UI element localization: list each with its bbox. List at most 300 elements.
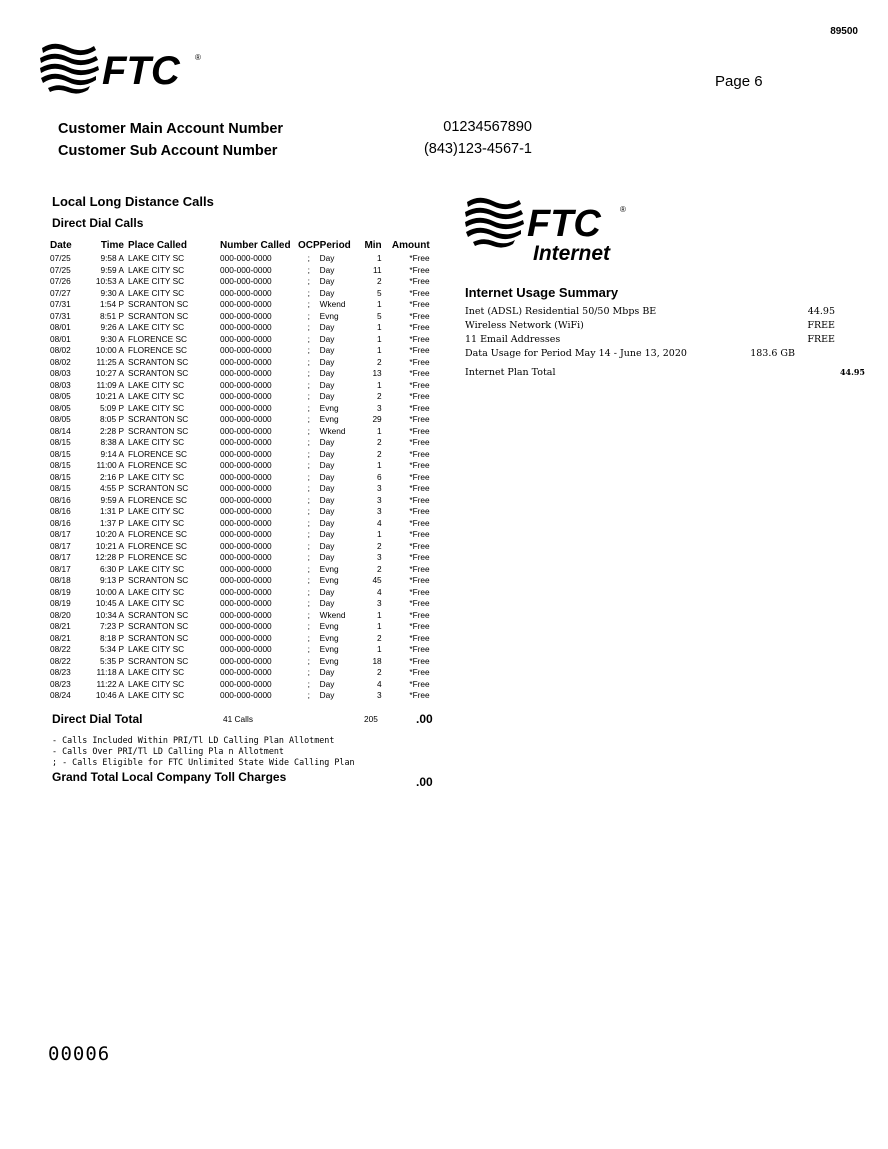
cell-date: 08/21	[50, 621, 71, 631]
cell-time: 5:35 P	[100, 655, 124, 666]
cell-date: 08/02	[50, 345, 71, 355]
cell-place: FLORENCE SC	[128, 448, 188, 459]
cell-number: 000-000-0000	[220, 322, 272, 332]
table-row	[50, 667, 430, 679]
cell-period: Day	[319, 678, 335, 689]
cell-amount: *Free	[409, 563, 430, 574]
cell-ocp: ;	[307, 609, 310, 620]
cell-period: Day	[319, 322, 335, 332]
cell-number: 000-000-0000	[220, 632, 272, 643]
cell-time: 11:22 A	[96, 678, 124, 689]
cell-number: 000-000-0000	[220, 552, 272, 562]
internet-item-value: 44.95	[807, 306, 835, 317]
table-row	[50, 564, 430, 576]
cell-period: Wkend	[319, 299, 346, 309]
cell-place: LAKE CITY SC	[128, 506, 185, 516]
internet-item-label: Wireless Network (WiFi)	[465, 320, 584, 331]
cell-place: LAKE CITY SC	[128, 276, 185, 286]
cell-number: 000-000-0000	[220, 655, 272, 666]
cell-time: 10:27 A	[95, 368, 124, 378]
cell-min: 2	[377, 276, 382, 286]
cell-number: 000-000-0000	[220, 678, 272, 689]
cell-place: LAKE CITY SC	[128, 667, 185, 677]
cell-time: 5:09 P	[100, 402, 124, 413]
cell-time: 10:20 A	[95, 529, 124, 539]
header-min: Min	[364, 239, 382, 251]
ftc-internet-logo-text: FTC	[527, 203, 601, 245]
calls-subtitle: Direct Dial Calls	[52, 216, 144, 230]
cell-time: 2:28 P	[100, 425, 124, 436]
cell-period: Day	[319, 598, 335, 608]
cell-amount: *Free	[409, 379, 430, 390]
document-id: 89500	[830, 26, 858, 37]
cell-period: Day	[319, 253, 335, 263]
table-row	[50, 552, 430, 564]
internet-plan-total	[465, 367, 865, 378]
table-row	[50, 472, 430, 484]
cell-number: 000-000-0000	[220, 563, 272, 574]
cell-min: 6	[377, 471, 382, 482]
cell-amount: *Free	[409, 345, 430, 355]
cell-ocp: ;	[307, 333, 310, 344]
cell-period: Day	[319, 287, 335, 298]
cell-amount: *Free	[409, 494, 430, 505]
table-row	[50, 322, 430, 334]
cell-min: 2	[377, 540, 382, 551]
cell-ocp: ;	[307, 264, 310, 275]
cell-amount: *Free	[409, 253, 430, 263]
sub-account-number: (843)123-4567-1	[423, 141, 532, 157]
cell-number: 000-000-0000	[220, 690, 272, 700]
cell-place: LAKE CITY SC	[128, 644, 185, 654]
internet-item-value: FREE	[807, 320, 835, 331]
cell-number: 000-000-0000	[220, 287, 272, 298]
cell-period: Day	[319, 333, 335, 344]
cell-period: Evng	[319, 632, 339, 643]
cell-min: 3	[377, 402, 382, 413]
cell-ocp: ;	[307, 287, 310, 298]
cell-time: 9:26 A	[100, 322, 124, 332]
cell-time: 10:53 A	[95, 276, 124, 286]
cell-time: 9:59 A	[100, 264, 124, 275]
cell-ocp: ;	[307, 506, 310, 516]
ftc-logo-text: FTC	[102, 49, 180, 93]
table-row	[50, 460, 430, 472]
cell-ocp: ;	[307, 310, 310, 321]
cell-date: 08/15	[50, 448, 71, 459]
cell-time: 9:13 P	[100, 575, 124, 585]
cell-place: LAKE CITY SC	[128, 391, 185, 401]
cell-ocp: ;	[307, 621, 310, 631]
table-row	[50, 437, 430, 449]
cell-ocp: ;	[307, 425, 310, 436]
cell-number: 000-000-0000	[220, 483, 272, 493]
table-row	[50, 518, 430, 530]
table-row	[50, 426, 430, 438]
cell-amount: *Free	[409, 678, 430, 689]
cell-ocp: ;	[307, 276, 310, 286]
cell-amount: *Free	[409, 621, 430, 631]
cell-date: 08/01	[50, 333, 71, 344]
cell-time: 10:21 A	[95, 540, 124, 551]
table-row	[50, 334, 430, 346]
footer-code: 00006	[48, 1043, 111, 1065]
cell-number: 000-000-0000	[220, 299, 272, 309]
cell-ocp: ;	[307, 437, 310, 447]
cell-place: FLORENCE SC	[128, 529, 188, 539]
cell-date: 08/20	[50, 609, 71, 620]
cell-period: Day	[319, 448, 335, 459]
cell-period: Evng	[319, 621, 339, 631]
table-row	[50, 633, 430, 645]
cell-min: 5	[377, 287, 382, 298]
cell-time: 10:46 A	[95, 690, 124, 700]
cell-period: Evng	[319, 310, 339, 321]
page-number: Page 6	[715, 73, 763, 90]
cell-date: 08/05	[50, 414, 71, 424]
cell-time: 11:09 A	[96, 379, 124, 390]
cell-ocp: ;	[307, 391, 310, 401]
cell-date: 08/17	[50, 540, 71, 551]
registered-mark: ®	[195, 53, 201, 62]
cell-amount: *Free	[409, 425, 430, 436]
cell-place: LAKE CITY SC	[128, 437, 185, 447]
cell-amount: *Free	[409, 517, 430, 528]
sub-account-label: Customer Sub Account Number	[58, 143, 278, 159]
cell-period: Evng	[319, 563, 339, 574]
cell-min: 1	[377, 379, 382, 390]
cell-ocp: ;	[307, 494, 310, 505]
cell-time: 10:34 A	[95, 609, 124, 620]
cell-number: 000-000-0000	[220, 460, 272, 470]
cell-number: 000-000-0000	[220, 598, 272, 608]
cell-date: 08/22	[50, 655, 71, 666]
cell-place: LAKE CITY SC	[128, 678, 185, 689]
cell-period: Evng	[319, 402, 339, 413]
cell-number: 000-000-0000	[220, 253, 272, 263]
cell-date: 08/14	[50, 425, 71, 436]
internet-item-label: Inet (ADSL) Residential 50/50 Mbps BE	[465, 306, 657, 317]
cell-time: 1:54 P	[100, 299, 124, 309]
table-row	[50, 288, 430, 300]
table-row	[50, 495, 430, 507]
cell-min: 1	[377, 609, 382, 620]
cell-min: 3	[377, 690, 382, 700]
internet-item	[465, 334, 835, 345]
cell-ocp: ;	[307, 356, 310, 367]
cell-period: Day	[319, 437, 335, 447]
table-row	[50, 541, 430, 553]
table-row	[50, 391, 430, 403]
cell-place: LAKE CITY SC	[128, 471, 185, 482]
cell-ocp: ;	[307, 414, 310, 424]
note-line: - Calls Included Within PRI/Tl LD Calling Plan Allotment	[52, 735, 335, 745]
cell-number: 000-000-0000	[220, 333, 272, 344]
cell-amount: *Free	[409, 448, 430, 459]
cell-ocp: ;	[307, 483, 310, 493]
cell-place: LAKE CITY SC	[128, 379, 185, 390]
cell-date: 08/05	[50, 402, 71, 413]
cell-time: 10:21 A	[95, 391, 124, 401]
cell-period: Day	[319, 494, 335, 505]
cell-period: Day	[319, 345, 335, 355]
cell-date: 08/05	[50, 391, 71, 401]
cell-period: Day	[319, 586, 335, 597]
cell-amount: *Free	[409, 333, 430, 344]
cell-amount: *Free	[409, 644, 430, 654]
cell-amount: *Free	[409, 460, 430, 470]
cell-date: 08/03	[50, 379, 71, 390]
cell-time: 5:34 P	[100, 644, 124, 654]
main-account-label: Customer Main Account Number	[58, 121, 284, 137]
cell-number: 000-000-0000	[220, 437, 272, 447]
header-date: Date	[50, 239, 72, 251]
cell-amount: *Free	[409, 391, 430, 401]
cell-place: LAKE CITY SC	[128, 322, 185, 332]
cell-number: 000-000-0000	[220, 506, 272, 516]
cell-ocp: ;	[307, 402, 310, 413]
cell-period: Day	[319, 368, 335, 378]
cell-min: 1	[377, 345, 382, 355]
table-row	[50, 621, 430, 633]
cell-date: 08/15	[50, 437, 71, 447]
cell-period: Evng	[319, 644, 339, 654]
cell-ocp: ;	[307, 460, 310, 470]
cell-place: LAKE CITY SC	[128, 517, 185, 528]
cell-min: 4	[377, 678, 382, 689]
cell-place: SCRANTON SC	[128, 299, 189, 309]
cell-min: 1	[377, 644, 382, 654]
cell-date: 08/16	[50, 517, 71, 528]
cell-ocp: ;	[307, 379, 310, 390]
cell-place: FLORENCE SC	[128, 460, 188, 470]
cell-place: SCRANTON SC	[128, 356, 189, 367]
table-row	[50, 449, 430, 461]
cell-amount: *Free	[409, 540, 430, 551]
internet-item	[465, 320, 835, 331]
direct-dial-total-label: Direct Dial Total	[52, 712, 143, 726]
cell-date: 08/23	[50, 678, 71, 689]
internet-usage-title: Internet Usage Summary	[465, 285, 619, 300]
calls-table-header	[50, 237, 430, 253]
cell-ocp: ;	[307, 655, 310, 666]
header-number: Number Called	[220, 239, 291, 251]
cell-date: 07/25	[50, 253, 71, 263]
cell-amount: *Free	[409, 655, 430, 666]
cell-time: 2:16 P	[100, 471, 124, 482]
table-row	[50, 380, 430, 392]
cell-date: 08/15	[50, 460, 71, 470]
table-row	[50, 575, 430, 587]
cell-time: 7:23 P	[100, 621, 124, 631]
cell-period: Day	[319, 667, 335, 677]
cell-time: 4:55 P	[100, 483, 124, 493]
cell-min: 13	[372, 368, 382, 378]
cell-time: 11:25 A	[96, 356, 124, 367]
cell-min: 2	[377, 356, 382, 367]
cell-date: 08/22	[50, 644, 71, 654]
cell-ocp: ;	[307, 667, 310, 677]
cell-date: 07/27	[50, 287, 71, 298]
cell-place: LAKE CITY SC	[128, 287, 185, 298]
cell-time: 8:38 A	[100, 437, 124, 447]
header-period: Period	[319, 239, 351, 251]
internet-item-value: 183.6 GB	[750, 348, 795, 359]
cell-place: SCRANTON SC	[128, 632, 189, 643]
cell-ocp: ;	[307, 517, 310, 528]
cell-amount: *Free	[409, 299, 430, 309]
cell-place: SCRANTON SC	[128, 414, 189, 424]
note-line: ; - Calls Eligible for FTC Unlimited State Wide Calling Plan	[52, 757, 355, 767]
cell-time: 1:31 P	[100, 506, 124, 516]
cell-date: 08/01	[50, 322, 71, 332]
cell-number: 000-000-0000	[220, 391, 272, 401]
header-place: Place Called	[128, 239, 187, 251]
table-row	[50, 368, 430, 380]
internet-plan-total-label: Internet Plan Total	[465, 367, 556, 378]
cell-date: 08/17	[50, 529, 71, 539]
cell-min: 1	[377, 322, 382, 332]
cell-amount: *Free	[409, 471, 430, 482]
cell-period: Wkend	[319, 609, 346, 620]
cell-place: LAKE CITY SC	[128, 598, 185, 608]
table-row	[50, 311, 430, 323]
table-row	[50, 610, 430, 622]
cell-min: 29	[372, 414, 382, 424]
grand-total-label: Grand Total Local Company Toll Charges	[52, 770, 287, 784]
table-row	[50, 529, 430, 541]
note-line: - Calls Over PRI/Tl LD Calling Pla n Allotment	[52, 746, 284, 756]
cell-place: SCRANTON SC	[128, 310, 189, 321]
cell-date: 08/18	[50, 575, 71, 585]
cell-ocp: ;	[307, 322, 310, 332]
cell-min: 18	[372, 655, 382, 666]
cell-place: LAKE CITY SC	[128, 586, 185, 597]
cell-min: 3	[377, 483, 382, 493]
cell-min: 1	[377, 529, 382, 539]
cell-number: 000-000-0000	[220, 644, 272, 654]
cell-amount: *Free	[409, 437, 430, 447]
cell-min: 2	[377, 448, 382, 459]
table-row	[50, 598, 430, 610]
table-row	[50, 276, 430, 288]
cell-min: 1	[377, 460, 382, 470]
cell-number: 000-000-0000	[220, 310, 272, 321]
cell-date: 08/15	[50, 471, 71, 482]
cell-date: 07/31	[50, 299, 71, 309]
cell-period: Evng	[319, 575, 339, 585]
cell-date: 08/03	[50, 368, 71, 378]
cell-number: 000-000-0000	[220, 586, 272, 597]
cell-min: 4	[377, 586, 382, 597]
cell-ocp: ;	[307, 678, 310, 689]
internet-logo-sub: Internet	[533, 242, 611, 264]
cell-date: 08/23	[50, 667, 71, 677]
cell-period: Day	[319, 460, 335, 470]
cell-place: FLORENCE SC	[128, 540, 188, 551]
cell-date: 08/02	[50, 356, 71, 367]
cell-ocp: ;	[307, 575, 310, 585]
cell-ocp: ;	[307, 598, 310, 608]
cell-period: Evng	[319, 655, 339, 666]
cell-time: 9:14 A	[100, 448, 124, 459]
cell-period: Day	[319, 264, 335, 275]
cell-period: Day	[319, 471, 335, 482]
cell-period: Day	[319, 552, 335, 562]
call-notes	[52, 735, 355, 768]
cell-amount: *Free	[409, 609, 430, 620]
cell-time: 9:30 A	[100, 287, 124, 298]
cell-min: 2	[377, 667, 382, 677]
table-row	[50, 587, 430, 599]
cell-time: 6:30 P	[100, 563, 124, 574]
cell-date: 07/31	[50, 310, 71, 321]
cell-amount: *Free	[409, 368, 430, 378]
cell-number: 000-000-0000	[220, 448, 272, 459]
table-row	[50, 345, 430, 357]
cell-number: 000-000-0000	[220, 529, 272, 539]
cell-min: 3	[377, 552, 382, 562]
cell-date: 07/26	[50, 276, 71, 286]
cell-number: 000-000-0000	[220, 575, 272, 585]
cell-number: 000-000-0000	[220, 414, 272, 424]
table-row	[50, 506, 430, 518]
cell-amount: *Free	[409, 310, 430, 321]
cell-time: 9:58 A	[100, 253, 124, 263]
table-row	[50, 679, 430, 691]
cell-amount: *Free	[409, 276, 430, 286]
cell-number: 000-000-0000	[220, 356, 272, 367]
cell-date: 08/16	[50, 494, 71, 505]
cell-time: 1:37 P	[100, 517, 124, 528]
cell-min: 1	[377, 333, 382, 344]
cell-ocp: ;	[307, 552, 310, 562]
cell-amount: *Free	[409, 575, 430, 585]
cell-min: 4	[377, 517, 382, 528]
cell-time: 9:30 A	[100, 333, 124, 344]
cell-number: 000-000-0000	[220, 494, 272, 505]
cell-time: 10:45 A	[95, 598, 124, 608]
cell-date: 08/16	[50, 506, 71, 516]
cell-ocp: ;	[307, 368, 310, 378]
calls-table	[50, 237, 430, 702]
registered-mark: ®	[620, 205, 626, 214]
cell-place: SCRANTON SC	[128, 609, 189, 620]
cell-place: SCRANTON SC	[128, 368, 189, 378]
cell-period: Day	[319, 356, 335, 367]
cell-period: Day	[319, 540, 335, 551]
cell-place: SCRANTON SC	[128, 575, 189, 585]
cell-min: 5	[377, 310, 382, 321]
main-account-number: 01234567890	[443, 119, 532, 135]
header-amount: Amount	[391, 239, 430, 251]
cell-place: LAKE CITY SC	[128, 563, 185, 574]
cell-period: Day	[319, 391, 335, 401]
cell-number: 000-000-0000	[220, 425, 272, 436]
cell-amount: *Free	[409, 598, 430, 608]
internet-plan-total-value: 44.95	[839, 367, 865, 377]
cell-number: 000-000-0000	[220, 667, 272, 677]
cell-amount: *Free	[409, 287, 430, 298]
cell-number: 000-000-0000	[220, 517, 272, 528]
cell-time: 8:18 P	[100, 632, 124, 643]
cell-min: 1	[377, 299, 382, 309]
cell-min: 3	[377, 506, 382, 516]
direct-dial-total-calls: 41 Calls	[223, 714, 253, 724]
cell-period: Wkend	[319, 425, 346, 436]
table-row	[50, 265, 430, 277]
cell-amount: *Free	[409, 690, 430, 700]
